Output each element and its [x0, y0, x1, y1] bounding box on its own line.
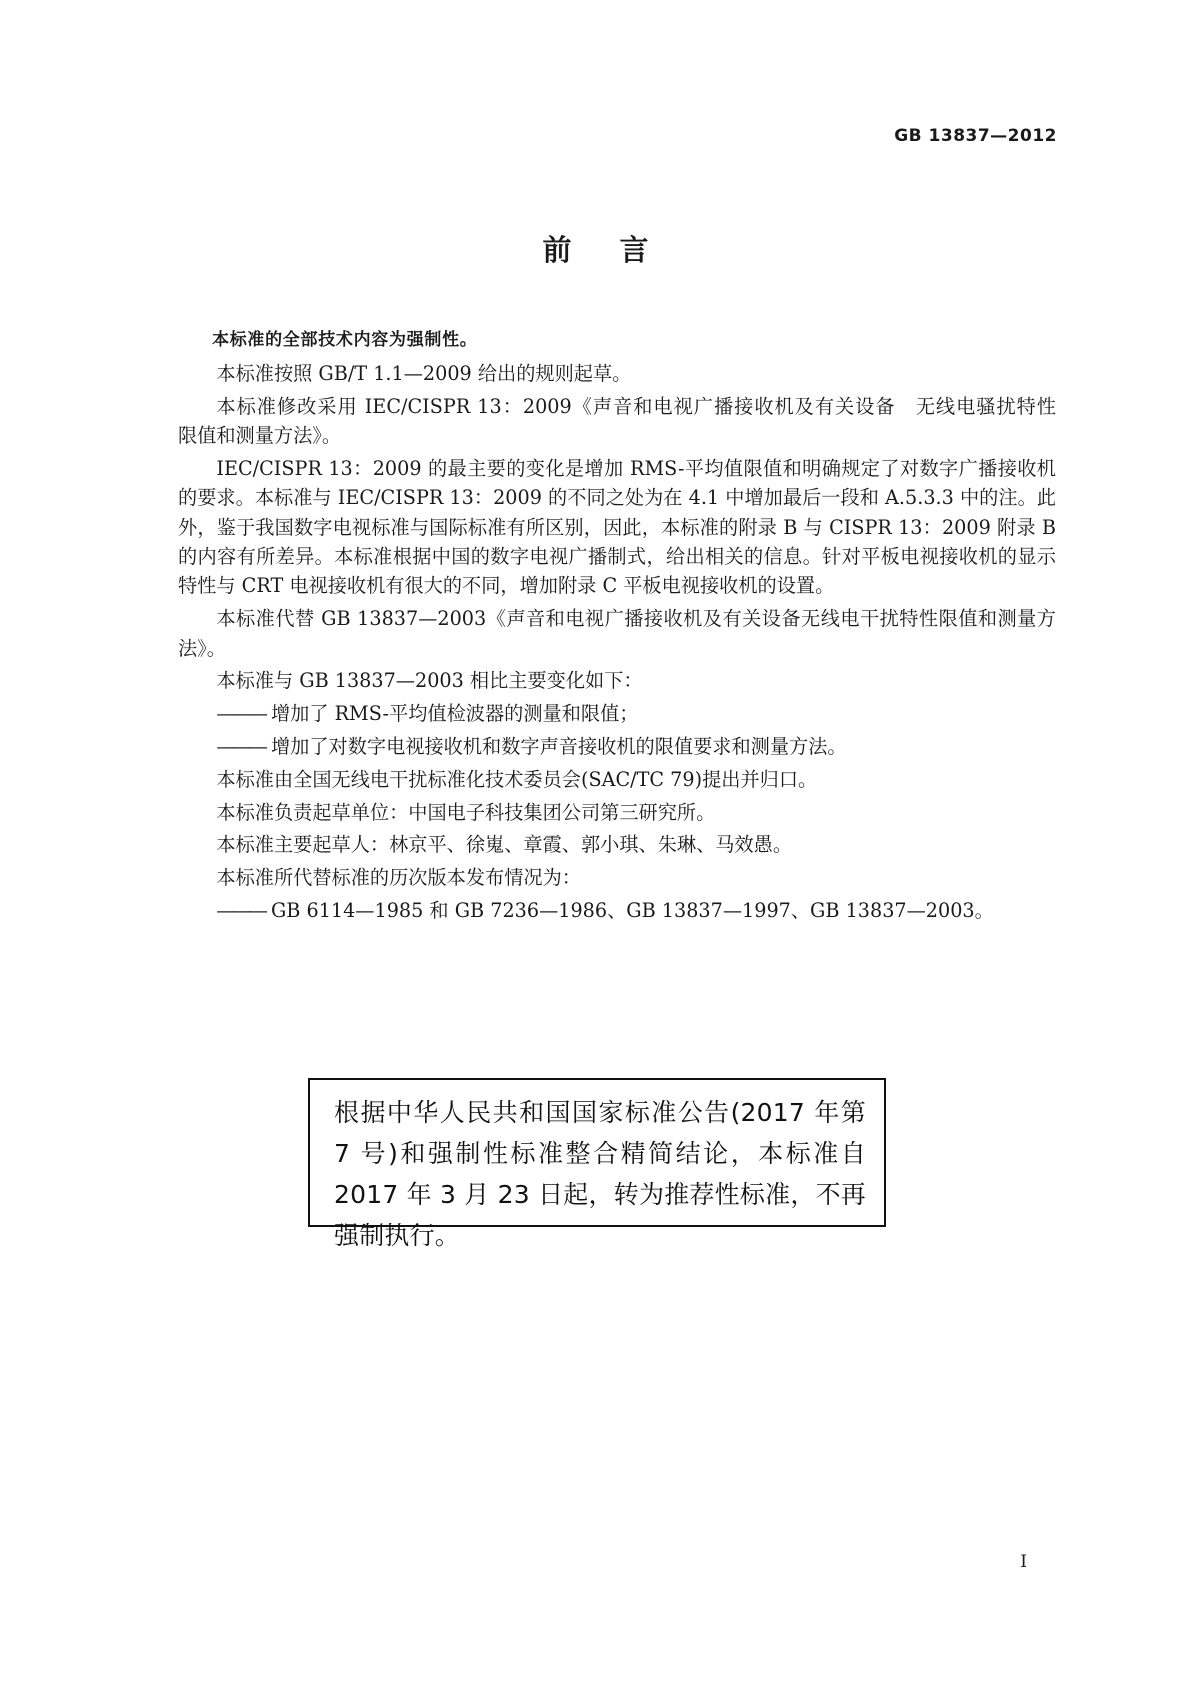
paragraph: IEC/CISPR 13：2009 的最主要的变化是增加 RMS-平均值限值和明确规定了对数字广播接收机的要求。本标准与 IEC/CISPR 13：2009 的不同之处为在 4.1 中增加最后一段和 A.5.3.3 中的注。此外，鉴于我国数字电视标准与国际标准有所区别，因此，本标准的附录 B 与 CISPR 13：2009 附录 B 的内容有所差异。本标准根据中国的数字电视广播制式，给出相关的信息。针对平板电视接收机的显示特性与 CRT 电视接收机有很大的不同，增加附录 C 平板电视接收机的设置。	[178, 456, 1056, 598]
paragraph: 本标准负责起草单位：中国电子科技集团公司第三研究所。	[216, 800, 716, 824]
page-title: 前言	[542, 233, 697, 267]
list-item: ——— 增加了 RMS-平均值检波器的测量和限值；	[178, 699, 1056, 728]
list-item: ——— GB 6114—1985 和 GB 7236—1986、GB 13837—1997、GB 13837—2003。	[178, 896, 1056, 925]
foreword-body	[178, 326, 1076, 929]
list-item: ——— 增加了对数字电视接收机和数字声音接收机的限值要求和测量方法。	[178, 732, 1056, 761]
paragraph: 本标准由全国无线电干扰标准化技术委员会(SAC/TC 79)提出并归口。	[216, 767, 818, 791]
paragraph: 本标准主要起草人：林京平、徐嵬、章霞、郭小琪、朱琳、马效愚。	[216, 833, 793, 857]
paragraph: 本标准代替 GB 13837—2003《声音和电视广播接收机及有关设备无线电干扰特性限值和测量方法》。	[178, 607, 1056, 660]
standard-code: GB 13837—2012	[894, 126, 1057, 146]
notice-box	[308, 1078, 886, 1250]
paragraph: 本标准的全部技术内容为强制性。	[212, 330, 478, 350]
paragraph: 本标准与 GB 13837—2003 相比主要变化如下：	[216, 669, 643, 693]
paragraph: 本标准按照 GB/T 1.1—2009 给出的规则起草。	[216, 361, 632, 385]
paragraph: 本标准所代替标准的历次版本发布情况为：	[216, 866, 581, 890]
notice-text: 根据中华人民共和国国家标准公告(2017 年第 7 号)和强制性标准整合精简结论，本标准自 2017 年 3 月 23 日起，转为推荐性标准，不再强制执行。	[334, 1098, 866, 1250]
page-number: I	[1020, 1552, 1027, 1572]
paragraph: 本标准修改采用 IEC/CISPR 13：2009《声音和电视广播接收机及有关设备 无线电骚扰特性 限值和测量方法》。	[178, 394, 1076, 447]
